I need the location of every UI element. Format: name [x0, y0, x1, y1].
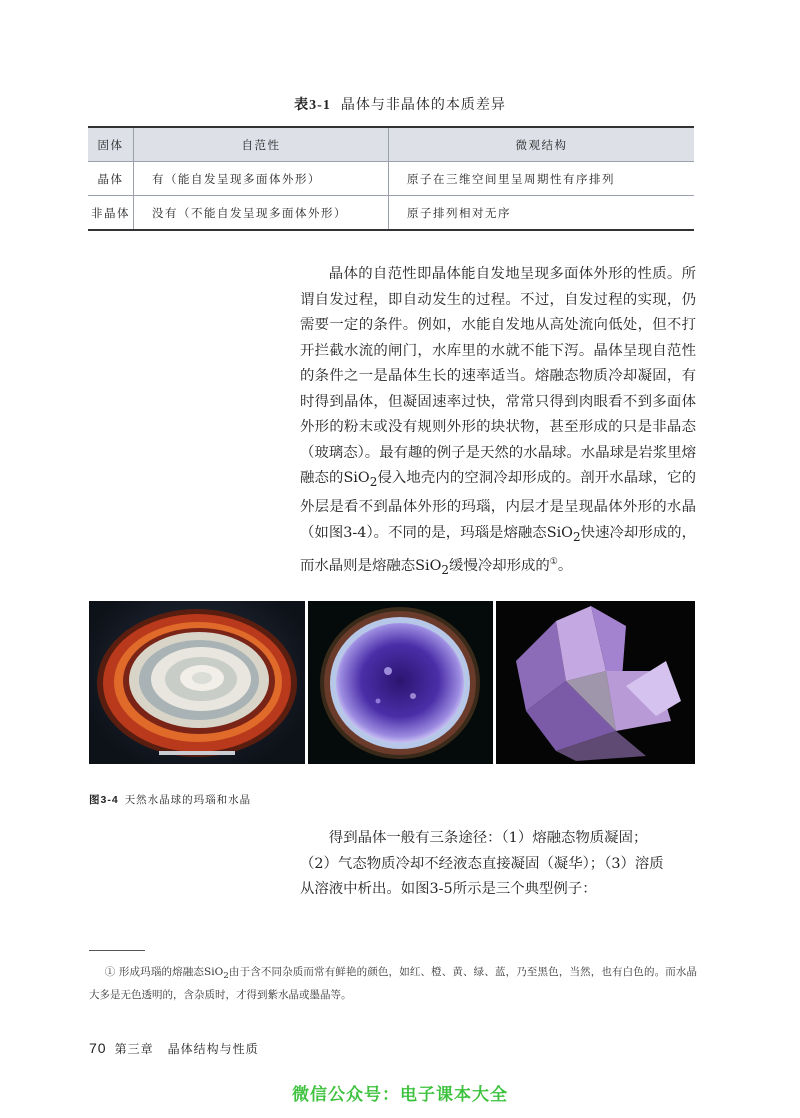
table-cell: 原子在三维空间里呈周期性有序排列: [389, 162, 695, 196]
table-cell: 非晶体: [88, 196, 134, 231]
paragraph-text: 快速冷却形成的，而水晶则是熔融态: [300, 524, 696, 575]
footnote-reference[interactable]: ①: [549, 557, 558, 568]
figure-number: 图3-4: [89, 794, 119, 806]
formula-sio2: SiO$_2$: [546, 524, 581, 544]
comparison-table: [88, 126, 694, 231]
formula-sio2: SiO$_2$: [343, 470, 378, 489]
chapter-title: 晶体结构与性质: [167, 1042, 259, 1056]
amethyst-photo: [496, 601, 695, 764]
paragraph-ways-to-obtain-crystals: [300, 826, 696, 903]
table-header-row: [88, 127, 694, 162]
table-number: 表3-1: [294, 98, 331, 113]
paragraph-text: 缓慢冷却形成的: [449, 558, 550, 575]
table-row: [88, 162, 694, 196]
page-number: 70: [89, 1040, 107, 1056]
table-caption: [0, 94, 800, 114]
footnote: ① 形成玛瑙的熔融态SiO$_2$由于含不同杂质而常有鲜艳的颜色，如红、橙、黄、绿、蓝，乃至黑色，当然，也有白色的。而水晶大多是无色透明的，含杂质时，才得到紫水晶或墨晶等。: [89, 966, 698, 1002]
paragraph-line: 从溶液中析出。如图3-5所示是三个典型例子：: [300, 881, 597, 897]
geode-photo: [308, 601, 493, 764]
paragraph-text: 侵入地壳内的空洞冷却形成的。剖开水晶球，它的外层是看不到晶体外形的玛瑙，内层才是呈现晶体外形的水晶（如图3-4）。不同的是，玛瑙是熔融态: [300, 470, 696, 541]
paragraph-line: 得到晶体一般有三条途径：（1）熔融态物质凝固；: [328, 830, 648, 846]
table-title: 晶体与非晶体的本质差异: [340, 97, 506, 113]
formula-sio2: SiO$_2$: [204, 966, 229, 982]
agate-photo: [89, 601, 305, 764]
table-cell: 有（能自发呈现多面体外形）: [134, 162, 389, 196]
paragraph-self-shaping: 晶体的自范性即晶体能自发地呈现多面体外形的性质。所谓自发过程，即自动发生的过程。不过，自发过程的实现，仍需要一定的条件。例如，水能自发地从高处流向低处，但不打开拦截水流的闸门，水库里的水就不能下泻。晶体呈现自范性的条件之一是晶体生长的速率适当。熔融态物质冷却凝固，有时得到晶体，但凝固速率过快，常常只得到肉眼看不到多面体外形的粉末或没有规则外形的块状物，甚至形成的只是非晶态（玻璃态）。最有趣的例子是天然的水晶球。水晶球是岩浆里熔融态的SiO$_2$侵入地壳内的空洞冷却形成的。剖开水晶球，它的外层是看不到晶体外形的玛瑙，内层才是呈现晶体外形的水晶（如图3-4）。不同的是，玛瑙是熔融态SiO$_2$快速冷却形成的，而水晶则是熔融态SiO$_2$缓慢冷却形成的①。: [300, 266, 696, 577]
formula-sio2: SiO$_2$: [415, 558, 450, 577]
table-header-cell: 固体: [88, 127, 134, 162]
paragraph-line: （2）气态物质冷却不经液态直接凝固（凝华）；（3）溶质: [300, 855, 664, 872]
paragraph-text: 晶体的自范性即晶体能自发地呈现多面体外形的性质。所谓自发过程，即自动发生的过程。不过，自发过程的实现，仍需要一定的条件。例如，水能自发地从高处流向低处，但不打开拦截水流的闸门，水库里的水就不能下泻。晶体呈现自范性的条件之一是晶体生长的速率适当。熔融态物质冷却凝固，有时得到晶体，但凝固速率过快，常常只得到肉眼看不到多面体外形的粉末或没有规则外形的块状物，甚至形成的只是非晶态（玻璃态）。最有趣的例子是天然的水晶球。水晶球是岩浆里熔融态的: [300, 266, 696, 486]
table-header-cell: 微观结构: [389, 127, 695, 162]
table-cell: 晶体: [88, 162, 134, 196]
footnote-divider: [89, 950, 145, 951]
watermark-text: 微信公众号：电子课本大全: [292, 1085, 508, 1105]
figure-title: 天然水晶球的玛瑙和水晶: [124, 794, 252, 806]
footnote-mark: ①: [104, 966, 116, 978]
chapter-label: 第三章: [114, 1042, 154, 1056]
table-cell: 没有（不能自发呈现多面体外形）: [134, 196, 389, 231]
table-cell: 原子排列相对无序: [389, 196, 695, 231]
table-row: [88, 196, 694, 231]
table-header-cell: 自范性: [134, 127, 389, 162]
page-footer: [89, 1040, 259, 1057]
figure-caption: [89, 792, 251, 807]
